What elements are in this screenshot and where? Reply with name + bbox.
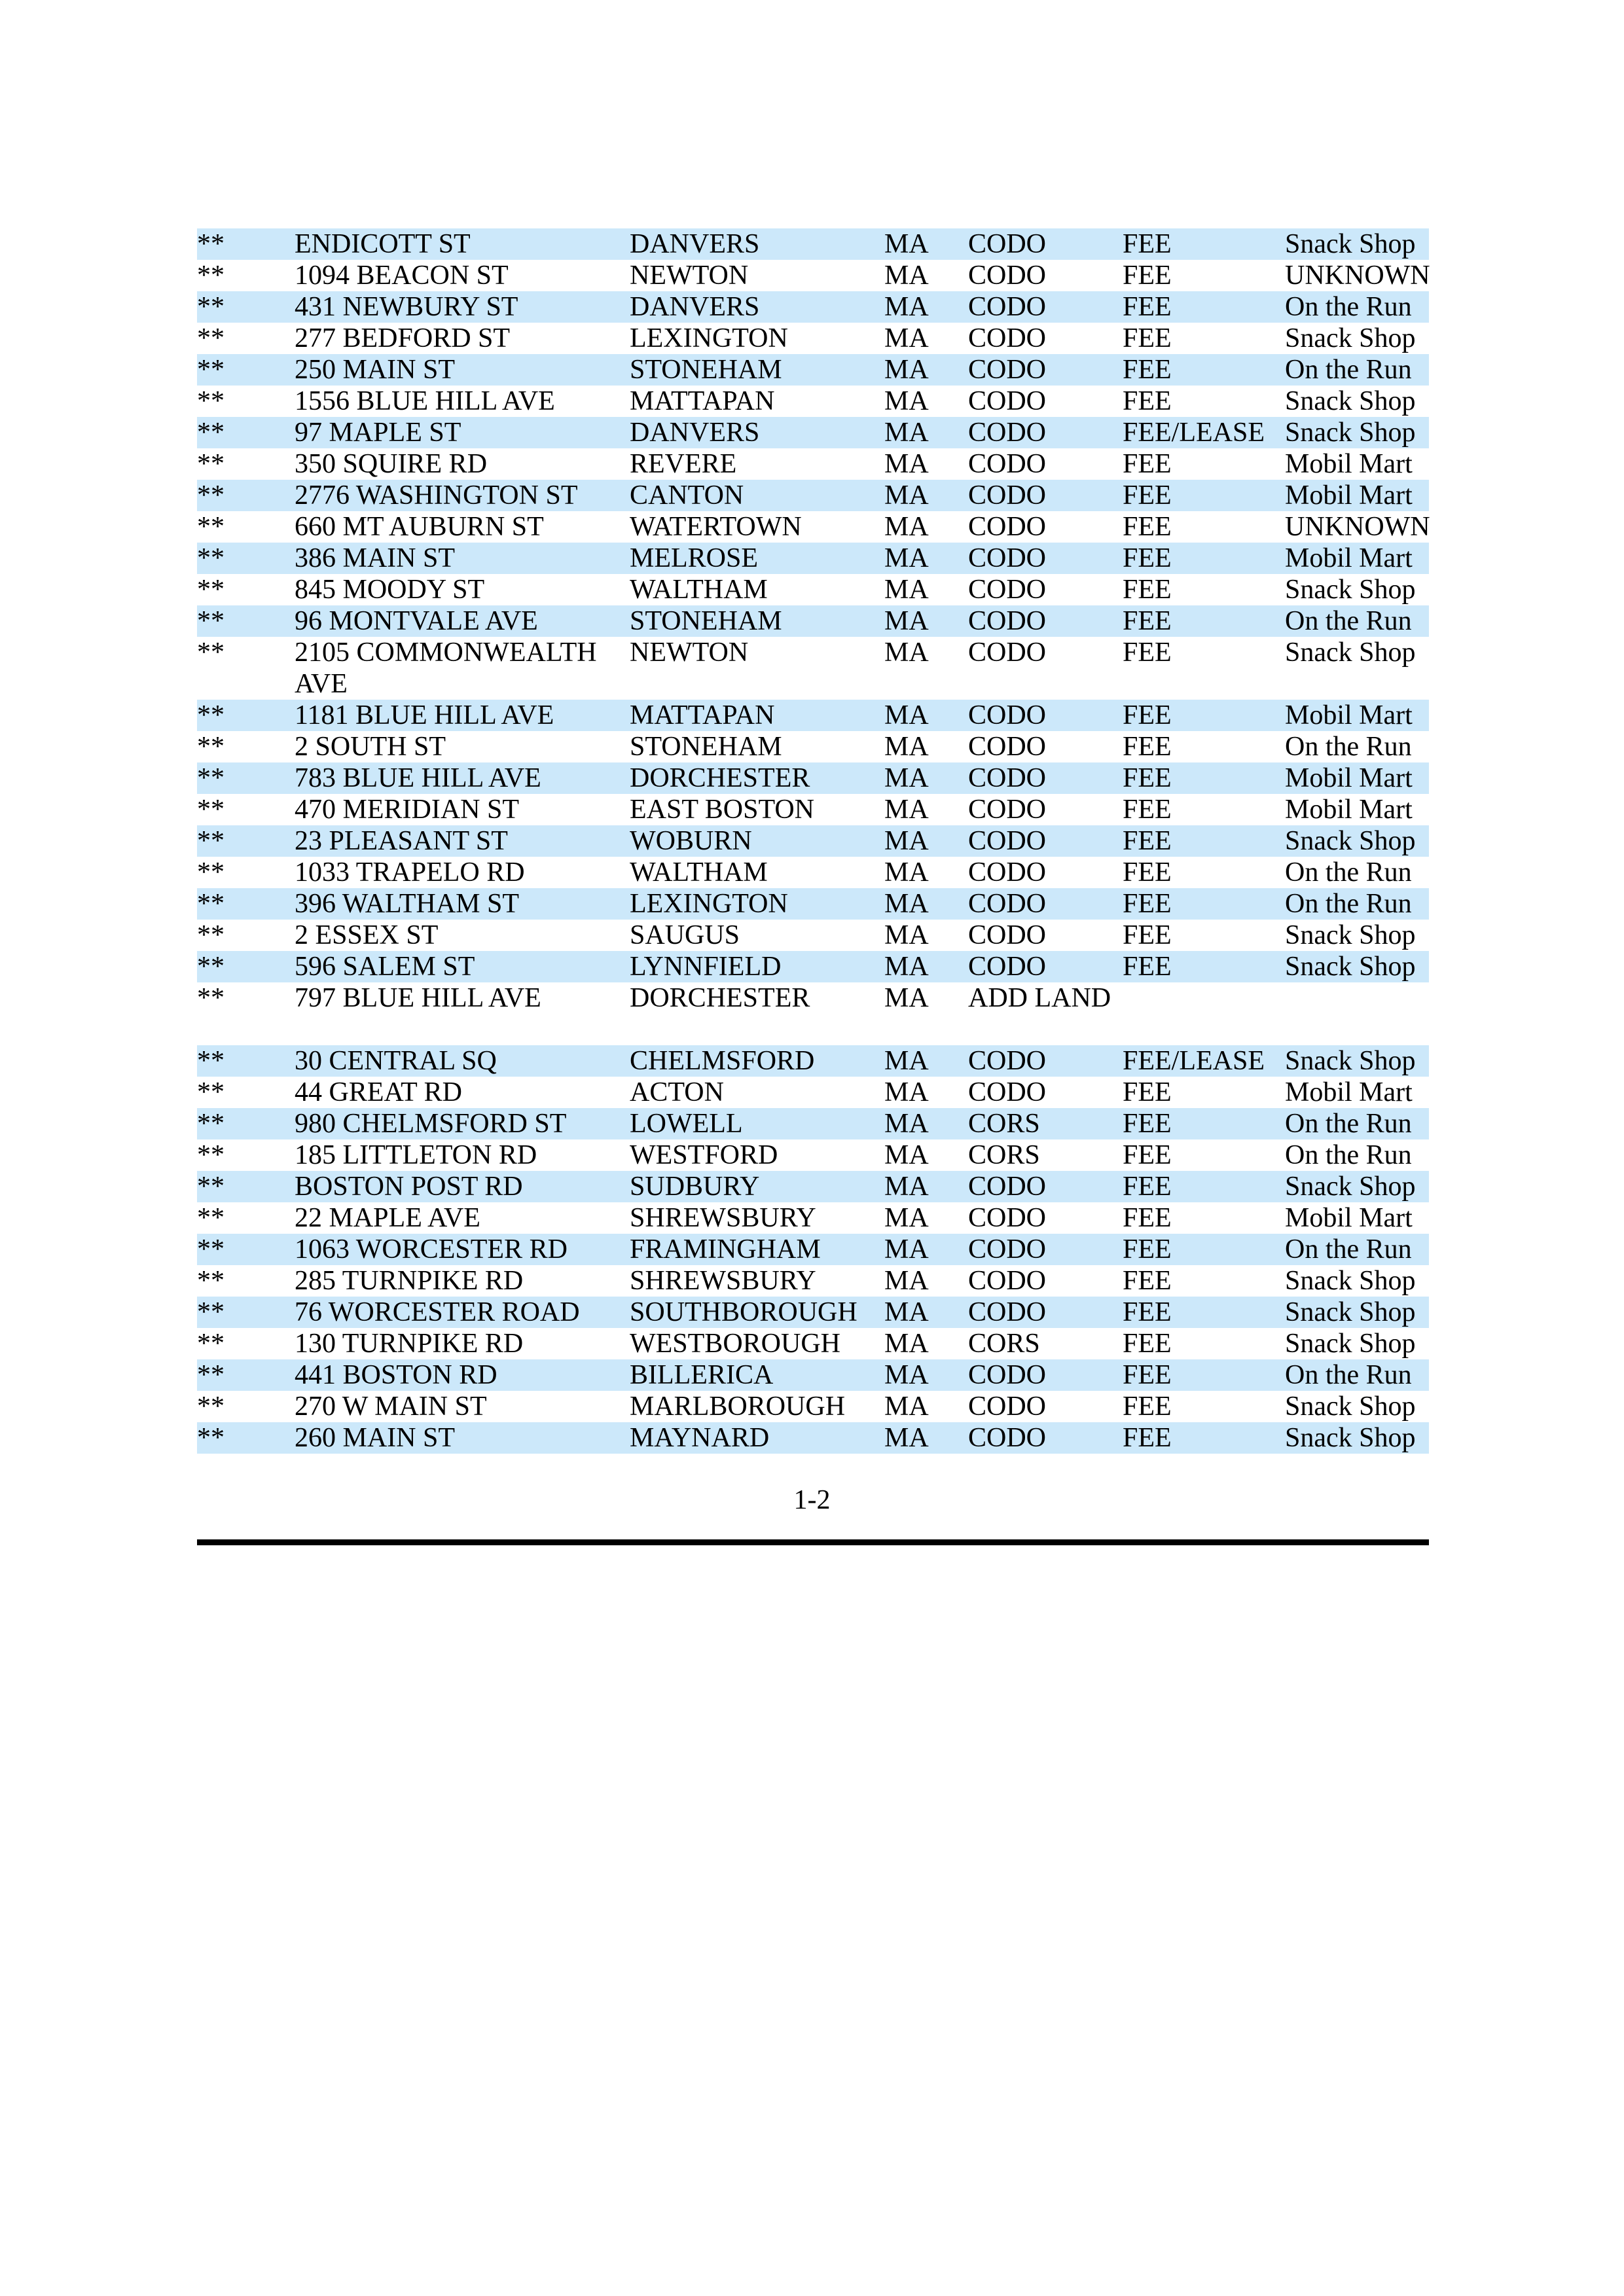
table-row <box>197 982 1429 1045</box>
city-cell: DORCHESTER <box>630 983 810 1013</box>
store-cell: UNKNOWN <box>1285 260 1430 291</box>
ownership-cell: FEE <box>1123 826 1172 856</box>
address-cell: 30 CENTRAL SQ <box>295 1046 497 1076</box>
table-row <box>197 1077 1429 1108</box>
state-cell: MA <box>884 575 929 605</box>
page-number: 1-2 <box>793 1485 831 1515</box>
state-cell: MA <box>884 920 929 950</box>
row-marker: ** <box>197 1172 225 1202</box>
address-cell: 23 PLEASANT ST <box>295 826 508 856</box>
store-cell: Mobil Mart <box>1285 795 1413 825</box>
state-cell: MA <box>884 1391 929 1422</box>
row-marker: ** <box>197 1329 225 1359</box>
state-cell: MA <box>884 418 929 448</box>
row-marker: ** <box>197 920 225 950</box>
city-cell: NEWTON <box>630 260 749 291</box>
city-cell: FRAMINGHAM <box>630 1234 821 1265</box>
store-cell: Snack Shop <box>1285 229 1416 259</box>
address-cell: 285 TURNPIKE RD <box>295 1266 524 1296</box>
row-marker: ** <box>197 1266 225 1296</box>
city-cell: LYNNFIELD <box>630 952 782 982</box>
address-cell: 96 MONTVALE AVE <box>295 606 538 636</box>
state-cell: MA <box>884 260 929 291</box>
class-cell: CODO <box>968 386 1047 416</box>
row-marker: ** <box>197 449 225 479</box>
class-cell: CORS <box>968 1109 1040 1139</box>
state-cell: MA <box>884 229 929 259</box>
table-row <box>197 794 1429 825</box>
address-cell: 2 SOUTH ST <box>295 732 446 762</box>
state-cell: MA <box>884 1266 929 1296</box>
class-cell: CODO <box>968 355 1047 385</box>
address-cell: 22 MAPLE AVE <box>295 1203 480 1233</box>
state-cell: MA <box>884 857 929 888</box>
row-marker: ** <box>197 1203 225 1233</box>
row-marker: ** <box>197 606 225 636</box>
ownership-cell: FEE <box>1123 920 1172 950</box>
ownership-cell: FEE <box>1123 292 1172 322</box>
table-row <box>197 1391 1429 1422</box>
state-cell: MA <box>884 826 929 856</box>
ownership-cell: FEE <box>1123 732 1172 762</box>
store-cell: Snack Shop <box>1285 1423 1416 1453</box>
ownership-cell: FEE <box>1123 1203 1172 1233</box>
ownership-cell: FEE <box>1123 1360 1172 1390</box>
class-cell: CODO <box>968 260 1047 291</box>
row-marker: ** <box>197 543 225 573</box>
table-row <box>197 480 1429 511</box>
ownership-cell: FEE <box>1123 889 1172 919</box>
ownership-cell: FEE <box>1123 543 1172 573</box>
table-row <box>197 1045 1429 1077</box>
city-cell: NEWTON <box>630 637 749 668</box>
store-cell: On the Run <box>1285 857 1412 888</box>
city-cell: LOWELL <box>630 1109 743 1139</box>
city-cell: WOBURN <box>630 826 752 856</box>
city-cell: DANVERS <box>630 292 760 322</box>
table-row <box>197 417 1429 448</box>
class-cell: CODO <box>968 826 1047 856</box>
class-cell: CODO <box>968 512 1047 542</box>
footer-rule <box>197 1539 1429 1545</box>
ownership-cell: FEE <box>1123 1391 1172 1422</box>
class-cell: CODO <box>968 606 1047 636</box>
ownership-cell: FEE <box>1123 1109 1172 1139</box>
table-row <box>197 1139 1429 1171</box>
ownership-cell: FEE <box>1123 637 1172 668</box>
city-cell: MAYNARD <box>630 1423 770 1453</box>
store-cell: On the Run <box>1285 889 1412 919</box>
ownership-cell: FEE <box>1123 1329 1172 1359</box>
row-marker: ** <box>197 480 225 511</box>
table-row <box>197 574 1429 605</box>
state-cell: MA <box>884 543 929 573</box>
address-cell: 596 SALEM ST <box>295 952 475 982</box>
state-cell: MA <box>884 1109 929 1139</box>
row-marker: ** <box>197 732 225 762</box>
store-cell: On the Run <box>1285 732 1412 762</box>
state-cell: MA <box>884 1140 929 1170</box>
table-row <box>197 731 1429 762</box>
row-marker: ** <box>197 700 225 730</box>
address-cell: 783 BLUE HILL AVE <box>295 763 541 793</box>
city-cell: LEXINGTON <box>630 323 788 353</box>
store-cell: Snack Shop <box>1285 386 1416 416</box>
table-row <box>197 1234 1429 1265</box>
address-cell: ENDICOTT ST <box>295 229 471 259</box>
city-cell: SUDBURY <box>630 1172 760 1202</box>
store-cell: Mobil Mart <box>1285 1203 1413 1233</box>
ownership-cell: FEE <box>1123 260 1172 291</box>
table-row <box>197 888 1429 920</box>
address-cell: 270 W MAIN ST <box>295 1391 487 1422</box>
address-cell: 185 LITTLETON RD <box>295 1140 537 1170</box>
city-cell: WATERTOWN <box>630 512 802 542</box>
address-cell: 1094 BEACON ST <box>295 260 509 291</box>
city-cell: SHREWSBURY <box>630 1203 816 1233</box>
state-cell: MA <box>884 1423 929 1453</box>
table-row <box>197 1108 1429 1139</box>
state-cell: MA <box>884 637 929 668</box>
table-row <box>197 260 1429 291</box>
store-cell: On the Run <box>1285 355 1412 385</box>
table-row <box>197 920 1429 951</box>
ownership-cell: FEE <box>1123 323 1172 353</box>
address-cell: 980 CHELMSFORD ST <box>295 1109 567 1139</box>
city-cell: CANTON <box>630 480 744 511</box>
state-cell: MA <box>884 1234 929 1265</box>
table-row <box>197 1328 1429 1359</box>
row-marker: ** <box>197 889 225 919</box>
table-row <box>197 762 1429 794</box>
row-marker: ** <box>197 386 225 416</box>
state-cell: MA <box>884 952 929 982</box>
class-cell: CODO <box>968 229 1047 259</box>
row-marker: ** <box>197 1109 225 1139</box>
ownership-cell: FEE <box>1123 952 1172 982</box>
address-cell: 277 BEDFORD ST <box>295 323 511 353</box>
state-cell: MA <box>884 1329 929 1359</box>
table-row <box>197 857 1429 888</box>
state-cell: MA <box>884 1172 929 1202</box>
class-cell: CODO <box>968 418 1047 448</box>
address-cell: 797 BLUE HILL AVE <box>295 983 541 1013</box>
ownership-cell: FEE <box>1123 449 1172 479</box>
class-cell: CODO <box>968 292 1047 322</box>
ownership-cell: FEE/LEASE <box>1123 1046 1265 1076</box>
address-cell: 1556 BLUE HILL AVE <box>295 386 555 416</box>
address-cell: 2 ESSEX ST <box>295 920 439 950</box>
row-marker: ** <box>197 575 225 605</box>
row-marker: ** <box>197 1077 225 1107</box>
address-cell: 44 GREAT RD <box>295 1077 462 1107</box>
row-marker: ** <box>197 292 225 322</box>
city-cell: DANVERS <box>630 418 760 448</box>
address-cell: 660 MT AUBURN ST <box>295 512 544 542</box>
city-cell: REVERE <box>630 449 737 479</box>
ownership-cell: FEE <box>1123 1140 1172 1170</box>
address-cell: 2776 WASHINGTON ST <box>295 480 578 511</box>
class-cell: CODO <box>968 920 1047 950</box>
ownership-cell: FEE <box>1123 606 1172 636</box>
class-cell: CODO <box>968 1046 1047 1076</box>
ownership-cell: FEE <box>1123 795 1172 825</box>
store-cell: Mobil Mart <box>1285 1077 1413 1107</box>
store-cell: On the Run <box>1285 1140 1412 1170</box>
state-cell: MA <box>884 1360 929 1390</box>
state-cell: MA <box>884 1297 929 1327</box>
city-cell: BILLERICA <box>630 1360 774 1390</box>
store-cell: UNKNOWN <box>1285 512 1430 542</box>
city-cell: WESTBOROUGH <box>630 1329 840 1359</box>
class-cell: CODO <box>968 480 1047 511</box>
class-cell: CODO <box>968 637 1047 668</box>
city-cell: STONEHAM <box>630 355 782 385</box>
city-cell: MARLBOROUGH <box>630 1391 846 1422</box>
class-cell: CORS <box>968 1329 1040 1359</box>
state-cell: MA <box>884 700 929 730</box>
store-cell: Mobil Mart <box>1285 763 1413 793</box>
row-marker: ** <box>197 1140 225 1170</box>
row-marker: ** <box>197 637 225 668</box>
store-cell: Snack Shop <box>1285 1391 1416 1422</box>
address-cell: 130 TURNPIKE RD <box>295 1329 524 1359</box>
state-cell: MA <box>884 889 929 919</box>
class-cell: ADD LAND <box>968 983 1111 1013</box>
state-cell: MA <box>884 449 929 479</box>
store-cell: Snack Shop <box>1285 1046 1416 1076</box>
city-cell: SAUGUS <box>630 920 740 950</box>
city-cell: WALTHAM <box>630 857 768 888</box>
row-marker: ** <box>197 1360 225 1390</box>
city-cell: DORCHESTER <box>630 763 810 793</box>
city-cell: SHREWSBURY <box>630 1266 816 1296</box>
row-marker: ** <box>197 512 225 542</box>
row-marker: ** <box>197 795 225 825</box>
table-row <box>197 386 1429 417</box>
class-cell: CODO <box>968 1077 1047 1107</box>
ownership-cell: FEE <box>1123 480 1172 511</box>
address-cell: 250 MAIN ST <box>295 355 456 385</box>
store-cell: Mobil Mart <box>1285 700 1413 730</box>
city-cell: MATTAPAN <box>630 386 775 416</box>
station-listing-table <box>197 228 1429 1454</box>
class-cell: CODO <box>968 323 1047 353</box>
store-cell: On the Run <box>1285 1234 1412 1265</box>
class-cell: CODO <box>968 795 1047 825</box>
address-cell: 470 MERIDIAN ST <box>295 795 519 825</box>
state-cell: MA <box>884 983 929 1013</box>
store-cell: Snack Shop <box>1285 575 1416 605</box>
row-marker: ** <box>197 1391 225 1422</box>
city-cell: STONEHAM <box>630 606 782 636</box>
store-cell: Snack Shop <box>1285 323 1416 353</box>
address-cell: 2105 COMMONWEALTH AVE <box>295 637 597 699</box>
class-cell: CODO <box>968 1297 1047 1327</box>
store-cell: Snack Shop <box>1285 1266 1416 1296</box>
row-marker: ** <box>197 983 225 1013</box>
ownership-cell: FEE <box>1123 1297 1172 1327</box>
state-cell: MA <box>884 1203 929 1233</box>
ownership-cell: FEE/LEASE <box>1123 418 1265 448</box>
class-cell: CODO <box>968 1234 1047 1265</box>
class-cell: CODO <box>968 449 1047 479</box>
class-cell: CODO <box>968 1172 1047 1202</box>
state-cell: MA <box>884 763 929 793</box>
row-marker: ** <box>197 260 225 291</box>
table-row <box>197 825 1429 857</box>
class-cell: CODO <box>968 889 1047 919</box>
row-marker: ** <box>197 229 225 259</box>
address-cell: 260 MAIN ST <box>295 1423 456 1453</box>
city-cell: WALTHAM <box>630 575 768 605</box>
table-row <box>197 1202 1429 1234</box>
store-cell: Snack Shop <box>1285 952 1416 982</box>
state-cell: MA <box>884 606 929 636</box>
store-cell: On the Run <box>1285 1360 1412 1390</box>
store-cell: Snack Shop <box>1285 1329 1416 1359</box>
class-cell: CODO <box>968 575 1047 605</box>
row-marker: ** <box>197 418 225 448</box>
state-cell: MA <box>884 795 929 825</box>
table-row <box>197 228 1429 260</box>
ownership-cell: FEE <box>1123 355 1172 385</box>
store-cell: On the Run <box>1285 606 1412 636</box>
city-cell: CHELMSFORD <box>630 1046 815 1076</box>
address-cell: 396 WALTHAM ST <box>295 889 520 919</box>
state-cell: MA <box>884 732 929 762</box>
table-row <box>197 951 1429 982</box>
table-row <box>197 1422 1429 1454</box>
ownership-cell: FEE <box>1123 700 1172 730</box>
city-cell: MATTAPAN <box>630 700 775 730</box>
store-cell: Mobil Mart <box>1285 449 1413 479</box>
ownership-cell: FEE <box>1123 1172 1172 1202</box>
ownership-cell: FEE <box>1123 575 1172 605</box>
table-row <box>197 1171 1429 1202</box>
address-cell: 431 NEWBURY ST <box>295 292 518 322</box>
row-marker: ** <box>197 355 225 385</box>
table-row <box>197 1297 1429 1328</box>
ownership-cell: FEE <box>1123 1077 1172 1107</box>
class-cell: CODO <box>968 1203 1047 1233</box>
address-cell: 441 BOSTON RD <box>295 1360 497 1390</box>
class-cell: CODO <box>968 543 1047 573</box>
class-cell: CODO <box>968 1391 1047 1422</box>
city-cell: SOUTHBOROUGH <box>630 1297 857 1327</box>
store-cell: On the Run <box>1285 292 1412 322</box>
ownership-cell: FEE <box>1123 512 1172 542</box>
state-cell: MA <box>884 292 929 322</box>
table-row <box>197 543 1429 574</box>
store-cell: Snack Shop <box>1285 920 1416 950</box>
state-cell: MA <box>884 323 929 353</box>
class-cell: CODO <box>968 857 1047 888</box>
class-cell: CODO <box>968 1423 1047 1453</box>
ownership-cell: FEE <box>1123 857 1172 888</box>
city-cell: ACTON <box>630 1077 724 1107</box>
city-cell: MELROSE <box>630 543 759 573</box>
address-cell: 97 MAPLE ST <box>295 418 461 448</box>
store-cell: Snack Shop <box>1285 1297 1416 1327</box>
city-cell: EAST BOSTON <box>630 795 815 825</box>
row-marker: ** <box>197 1297 225 1327</box>
class-cell: CODO <box>968 1360 1047 1390</box>
state-cell: MA <box>884 355 929 385</box>
address-cell: 1181 BLUE HILL AVE <box>295 700 554 730</box>
city-cell: DANVERS <box>630 229 760 259</box>
class-cell: CORS <box>968 1140 1040 1170</box>
row-marker: ** <box>197 763 225 793</box>
row-marker: ** <box>197 1046 225 1076</box>
row-marker: ** <box>197 826 225 856</box>
table-row <box>197 1265 1429 1297</box>
state-cell: MA <box>884 1046 929 1076</box>
ownership-cell: FEE <box>1123 1234 1172 1265</box>
row-marker: ** <box>197 323 225 353</box>
class-cell: CODO <box>968 1266 1047 1296</box>
state-cell: MA <box>884 386 929 416</box>
store-cell: Snack Shop <box>1285 637 1416 668</box>
table-row <box>197 354 1429 386</box>
city-cell: LEXINGTON <box>630 889 788 919</box>
ownership-cell: FEE <box>1123 229 1172 259</box>
city-cell: WESTFORD <box>630 1140 778 1170</box>
state-cell: MA <box>884 1077 929 1107</box>
table-row <box>197 1359 1429 1391</box>
store-cell: Mobil Mart <box>1285 480 1413 511</box>
address-cell: BOSTON POST RD <box>295 1172 523 1202</box>
ownership-cell: FEE <box>1123 1423 1172 1453</box>
table-row <box>197 637 1429 700</box>
table-row <box>197 448 1429 480</box>
city-cell: STONEHAM <box>630 732 782 762</box>
row-marker: ** <box>197 857 225 888</box>
address-cell: 1063 WORCESTER RD <box>295 1234 568 1265</box>
class-cell: CODO <box>968 732 1047 762</box>
store-cell: Snack Shop <box>1285 826 1416 856</box>
state-cell: MA <box>884 512 929 542</box>
row-marker: ** <box>197 1423 225 1453</box>
class-cell: CODO <box>968 952 1047 982</box>
table-row <box>197 700 1429 731</box>
address-cell: 76 WORCESTER ROAD <box>295 1297 580 1327</box>
address-cell: 350 SQUIRE RD <box>295 449 488 479</box>
ownership-cell: FEE <box>1123 386 1172 416</box>
address-cell: 1033 TRAPELO RD <box>295 857 525 888</box>
table-row <box>197 323 1429 354</box>
row-marker: ** <box>197 1234 225 1265</box>
table-row <box>197 291 1429 323</box>
table-row <box>197 605 1429 637</box>
ownership-cell: FEE <box>1123 763 1172 793</box>
row-marker: ** <box>197 952 225 982</box>
address-cell: 845 MOODY ST <box>295 575 485 605</box>
class-cell: CODO <box>968 700 1047 730</box>
store-cell: On the Run <box>1285 1109 1412 1139</box>
address-cell: 386 MAIN ST <box>295 543 456 573</box>
store-cell: Mobil Mart <box>1285 543 1413 573</box>
store-cell: Snack Shop <box>1285 1172 1416 1202</box>
store-cell: Snack Shop <box>1285 418 1416 448</box>
ownership-cell: FEE <box>1123 1266 1172 1296</box>
state-cell: MA <box>884 480 929 511</box>
class-cell: CODO <box>968 763 1047 793</box>
table-row <box>197 511 1429 543</box>
